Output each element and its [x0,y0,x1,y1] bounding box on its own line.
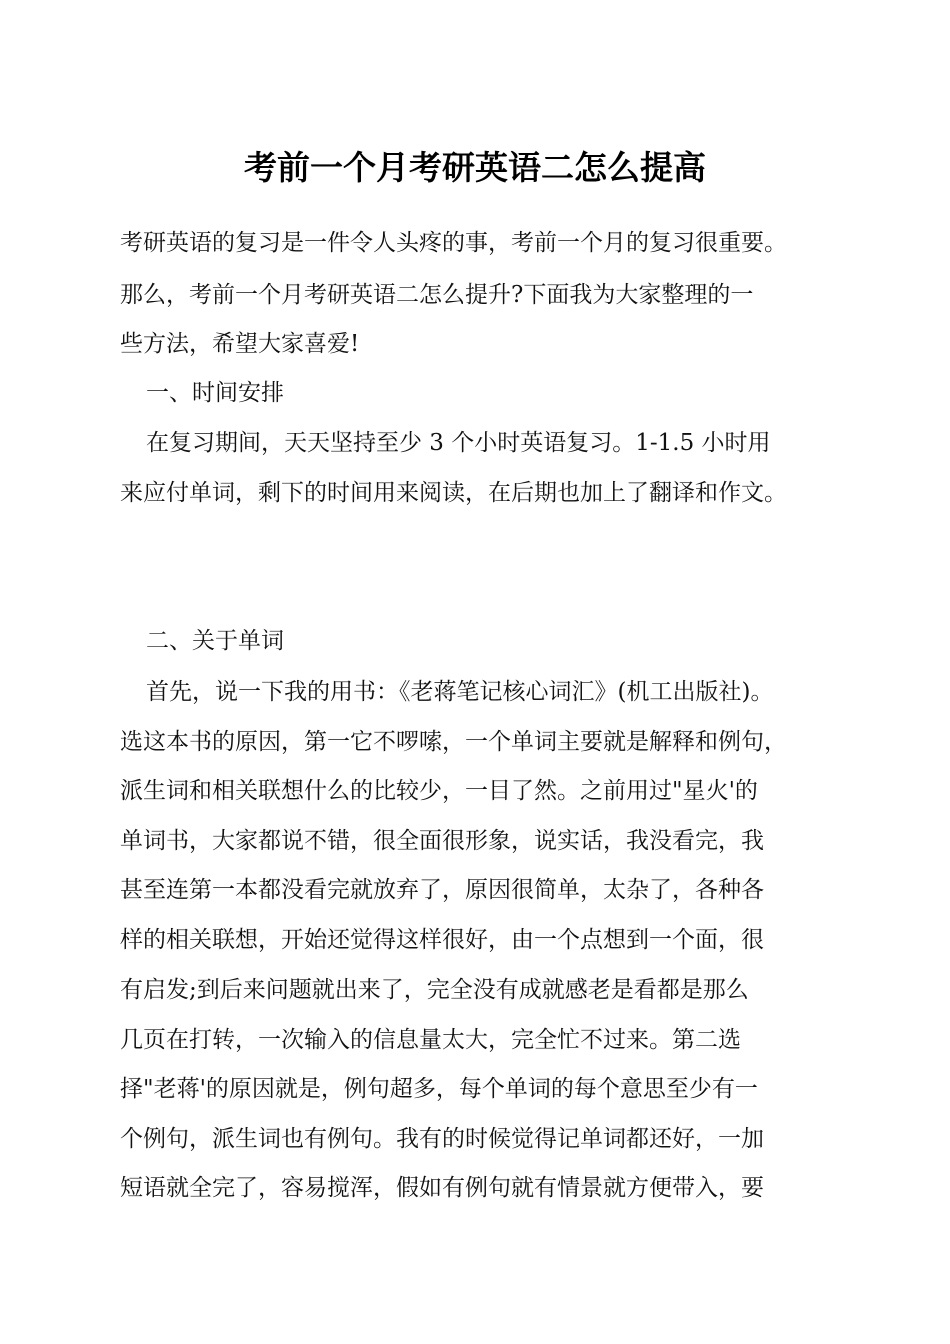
paragraph-line: 甚至连第一本都没看完就放弃了，原因很简单，太杂了，各种各 [120,877,764,903]
paragraph-line: 考研英语的复习是一件令人头疼的事，考前一个月的复习很重要。 [120,230,787,256]
paragraph-line: 个例句，派生词也有例句。我有的时候觉得记单词都还好，一加 [120,1126,764,1152]
paragraph-line: 单词书，大家都说不错，很全面很形象，说实话，我没看完，我 [120,828,764,854]
paragraph-line: 在复习期间，天天坚持至少 3 个小时英语复习。1-1.5 小时用 [146,430,771,456]
section-heading: 一、时间安排 [146,380,284,406]
paragraph-line: 短语就全完了，容易搅浑，假如有例句就有情景就方便带入，要 [120,1175,764,1201]
paragraph-line: 那么，考前一个月考研英语二怎么提升?下面我为大家整理的一 [120,282,754,308]
paragraph-line: 来应付单词，剩下的时间用来阅读，在后期也加上了翻译和作文。 [120,480,787,506]
paragraph-line: 首先，说一下我的用书：《老蒋笔记核心词汇》(机工出版社)。 [146,679,774,705]
paragraph-line: 些方法，希望大家喜爱! [120,331,360,357]
paragraph-line: 样的相关联想，开始还觉得这样很好，由一个点想到一个面，很 [120,927,764,953]
paragraph-line: 择"老蒋'的原因就是，例句超多，每个单词的每个意思至少有一 [120,1076,758,1102]
paragraph-line: 选这本书的原因，第一它不啰嗦，一个单词主要就是解释和例句， [120,729,787,755]
document-title: 考前一个月考研英语二怎么提高 [244,148,706,187]
paragraph-line: 派生词和相关联想什么的比较少，一目了然。之前用过"星火'的 [120,778,758,804]
paragraph-line: 几页在打转，一次输入的信息量太大，完全忙不过来。第二选 [120,1027,741,1053]
section-heading: 二、关于单词 [146,628,284,654]
paragraph-line: 有启发;到后来问题就出来了，完全没有成就感老是看都是那么 [120,977,749,1003]
